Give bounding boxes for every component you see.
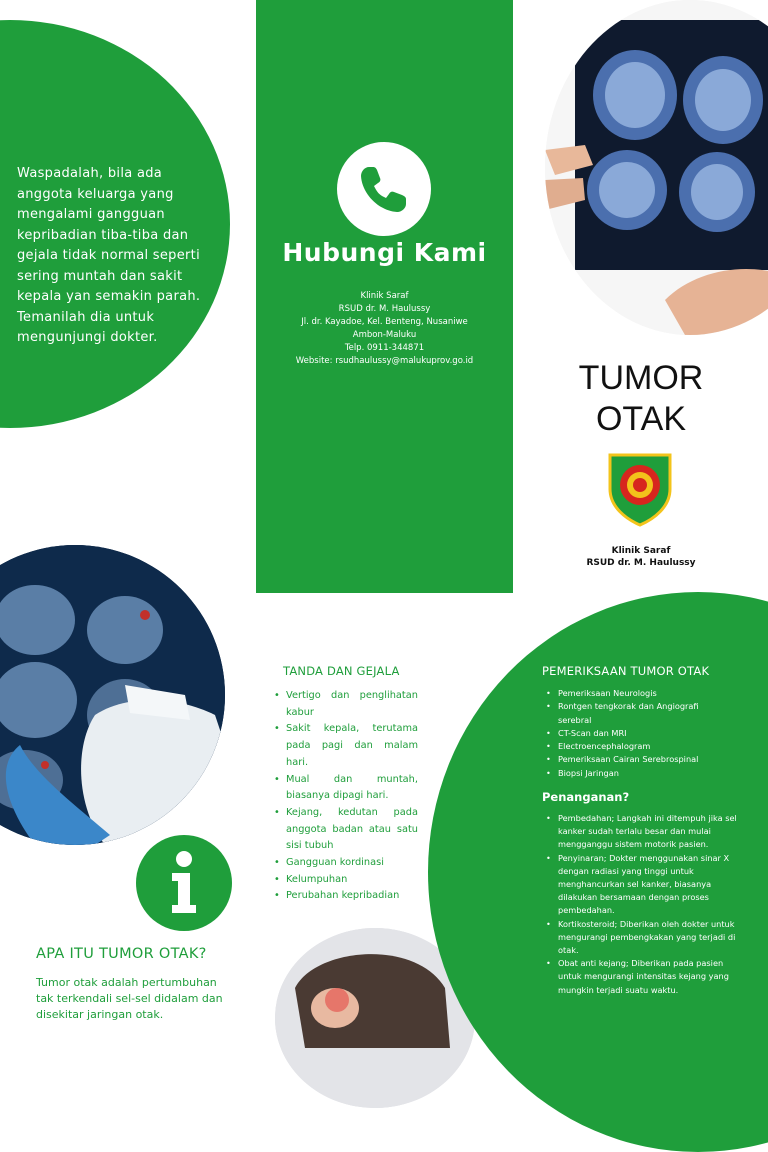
contact-website[interactable]: Website: rsudhaulussy@malukuprov.go.id bbox=[295, 356, 474, 366]
contact-address: Jl. dr. Kayadoe, Kel. Benteng, Nusaniwe bbox=[301, 317, 468, 327]
contact-phone[interactable]: Telp. 0911-344871 bbox=[344, 343, 425, 353]
exam-heading: PEMERIKSAAN TUMOR OTAK bbox=[542, 664, 710, 678]
list-item: • Pemeriksaan Cairan Serebrospinal bbox=[544, 753, 734, 766]
list-item: • Vertigo dan penglihatan kabur bbox=[272, 688, 418, 721]
treatment-heading: Penanganan? bbox=[542, 790, 630, 804]
list-item: • Obat anti kejang; Diberikan pada pasien untuk mengurangi intensitas kejang yang mungkin terjadi suatu waktu. bbox=[544, 957, 742, 997]
list-item: • Kelumpuhan bbox=[272, 872, 418, 889]
treatment-list bbox=[544, 812, 742, 997]
contact-title: Hubungi Kami bbox=[282, 238, 487, 267]
cover-title-line1: TUMOR bbox=[578, 359, 704, 397]
brain-xray-photo bbox=[0, 545, 225, 845]
symptoms-list bbox=[272, 688, 418, 905]
list-item: • Kejang, kedutan pada anggota badan atau satu sisi tubuh bbox=[272, 805, 418, 855]
list-item: • Biopsi Jaringan bbox=[544, 767, 734, 780]
emblem-logo bbox=[606, 449, 674, 527]
symptoms-heading: TANDA DAN GEJALA bbox=[283, 664, 400, 678]
contact-city: Ambon-Maluku bbox=[352, 330, 417, 340]
info-icon bbox=[136, 835, 232, 931]
about-text: Tumor otak adalah pertumbuhan tak terkendali sel-sel didalam dan disekitar jaringan otak. bbox=[36, 976, 223, 1021]
cover-hospital: RSUD dr. M. Haulussy bbox=[586, 558, 696, 568]
list-item: • Electroencephalogram bbox=[544, 740, 734, 753]
cover-title-line2: OTAK bbox=[595, 400, 687, 438]
list-item: • Penyinaran; Dokter menggunakan sinar X dengan radiasi yang tinggi untuk menghancurkan sel kanker, biasanya dilakukan bersamaan dengan proses pembedahan. bbox=[544, 852, 742, 918]
cover-title bbox=[560, 358, 722, 440]
list-item: • Gangguan kordinasi bbox=[272, 855, 418, 872]
contact-details bbox=[256, 290, 513, 368]
list-item: • Sakit kepala, terutama pada pagi dan malam hari. bbox=[272, 721, 418, 771]
contact-clinic: Klinik Saraf bbox=[360, 291, 409, 301]
phone-icon bbox=[337, 142, 431, 236]
contact-hospital: RSUD dr. M. Haulussy bbox=[338, 304, 431, 314]
cover-footer bbox=[560, 545, 722, 569]
list-item: • Kortikosteroid; Diberikan oleh dokter untuk mengurangi pembengkakan yang terjadi di otak. bbox=[544, 918, 742, 958]
brain-scan-photo bbox=[545, 0, 768, 335]
about-heading: APA ITU TUMOR OTAK? bbox=[36, 946, 207, 962]
list-item: • CT-Scan dan MRI bbox=[544, 727, 734, 740]
list-item: • Pembedahan; Langkah ini ditempuh jika sel kanker sudah terlalu besar dan mulai mengganggu sistem motorik pasien. bbox=[544, 812, 742, 852]
list-item: • Rontgen tengkorak dan Angiografi serebral bbox=[544, 700, 734, 727]
warning-text: Waspadalah, bila ada anggota keluarga yang mengalami gangguan kepribadian tiba-tiba dan gejala tidak normal seperti sering muntah dan sakit kepala yan semakin parah. Temanilah dia untuk mengunjungi dokter. bbox=[17, 166, 201, 345]
cover-clinic: Klinik Saraf bbox=[611, 546, 671, 556]
list-item: • Perubahan kepribadian bbox=[272, 888, 418, 905]
exam-list bbox=[544, 687, 734, 780]
list-item: • Mual dan muntah, biasanya dipagi hari. bbox=[272, 772, 418, 805]
list-item: • Pemeriksaan Neurologis bbox=[544, 687, 734, 700]
